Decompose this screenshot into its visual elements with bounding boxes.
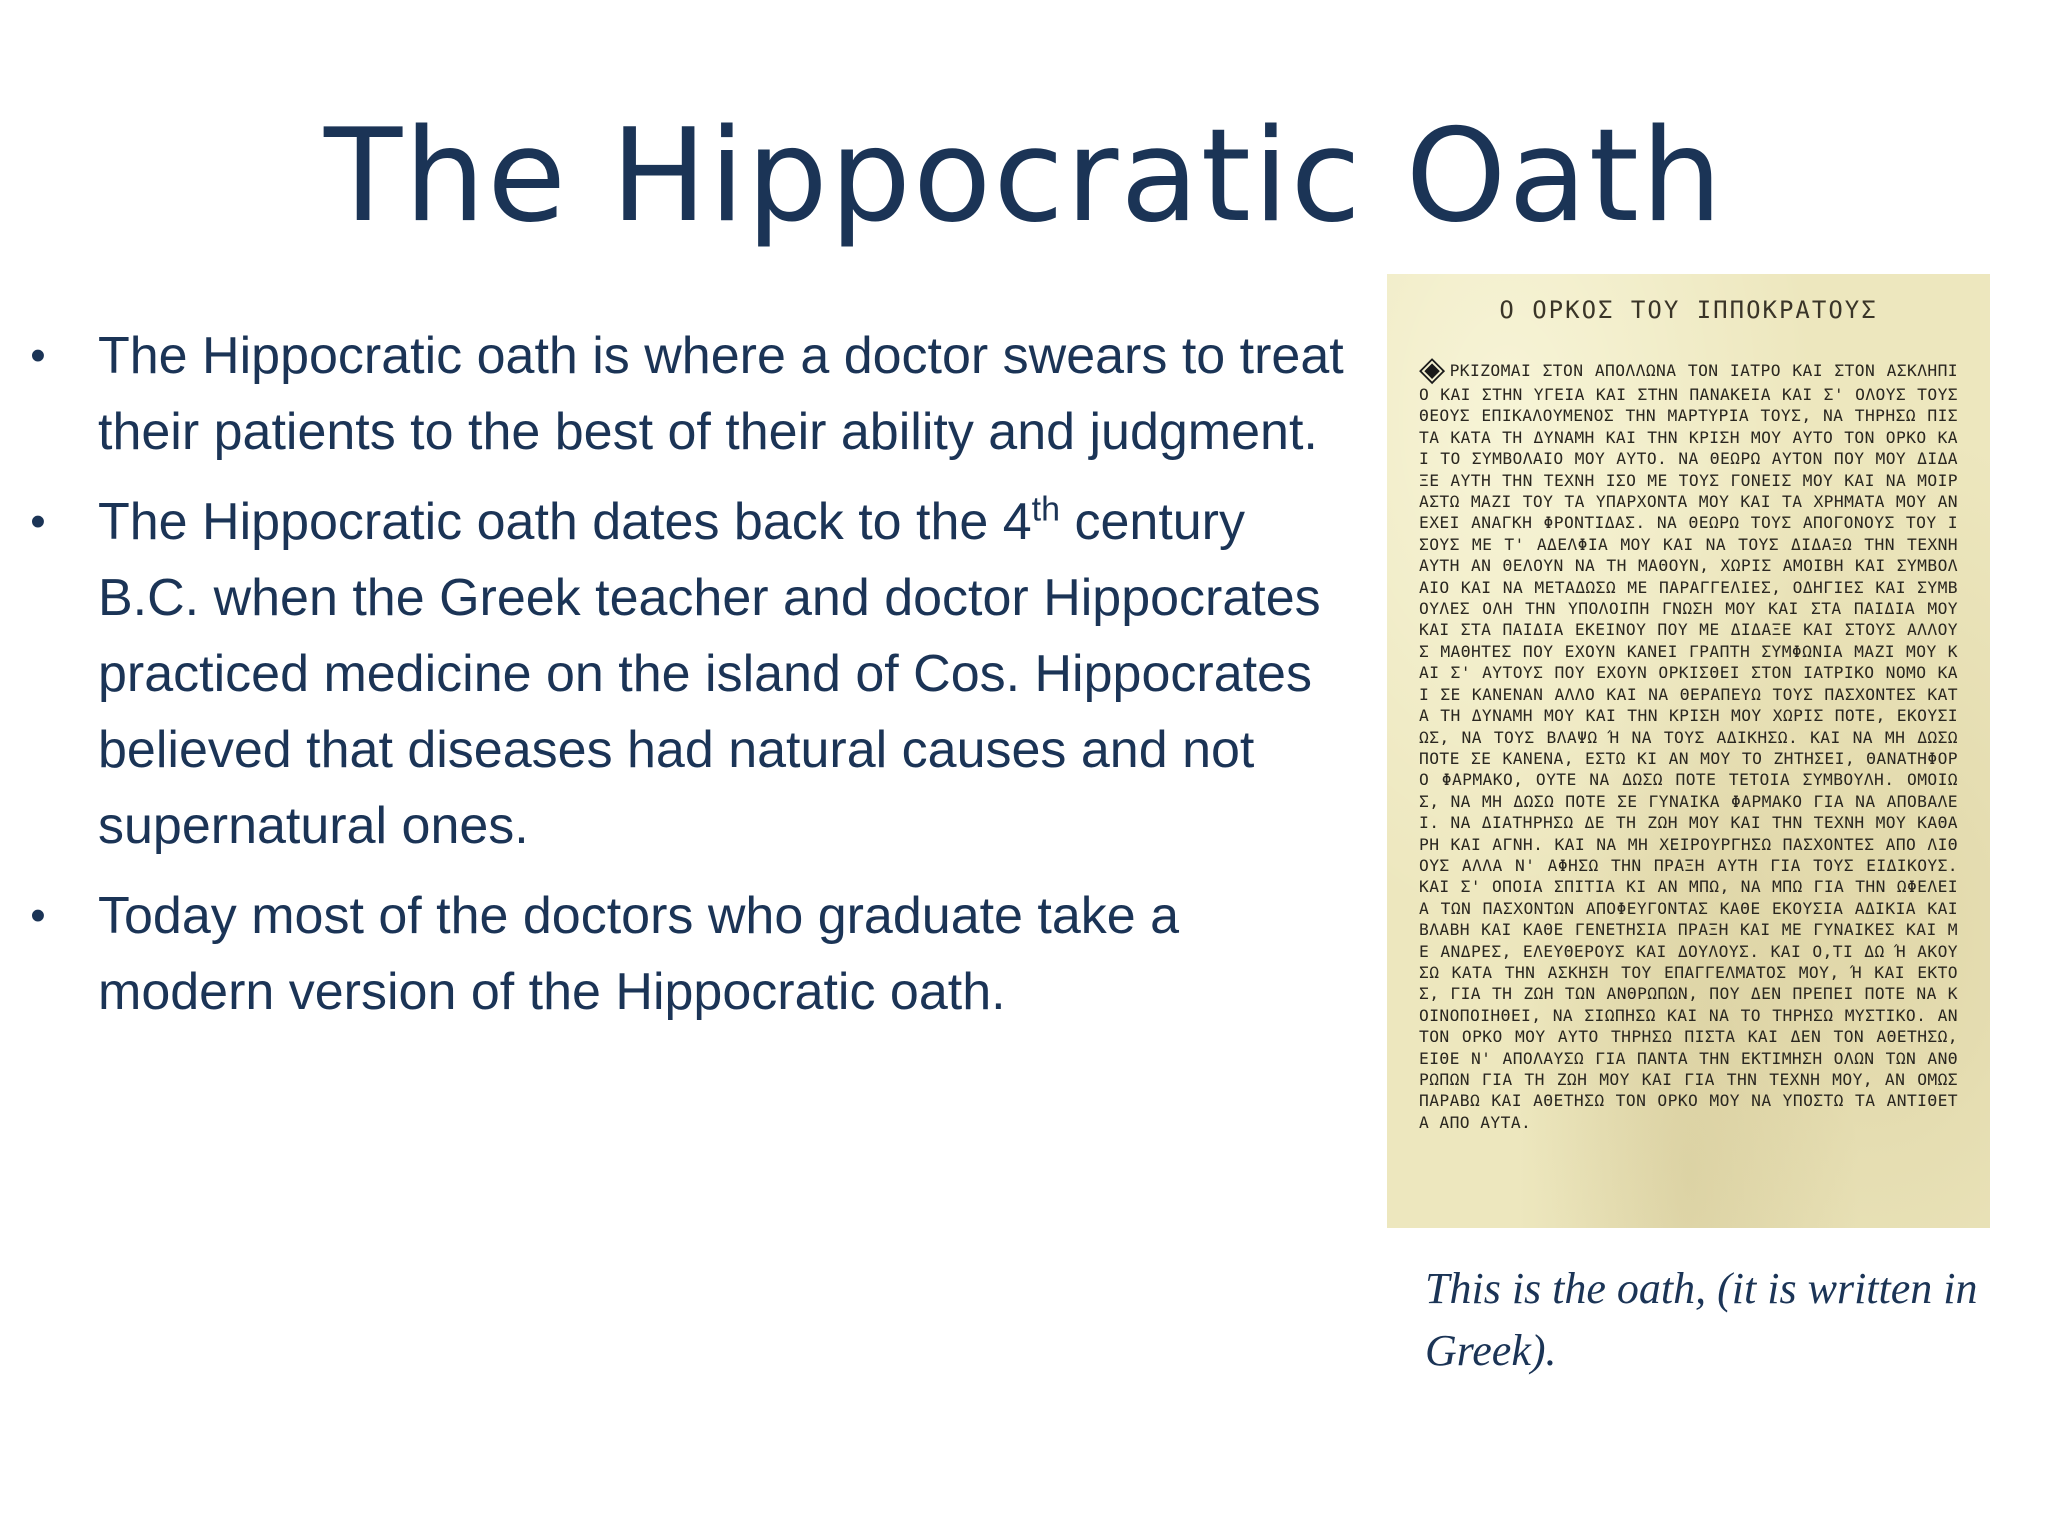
bullet-dot-icon: • bbox=[30, 497, 46, 546]
bullet-text-part: The Hippocratic oath dates back to the 4 bbox=[98, 493, 1032, 551]
bullet-text: Today most of the doctors who graduate take a modern version of the Hippocratic oath. bbox=[98, 887, 1180, 1021]
bullet-dot-icon: • bbox=[30, 331, 46, 380]
bullet-list bbox=[18, 318, 1348, 1044]
bullet-text bbox=[98, 490, 1321, 855]
ordinal-superscript: th bbox=[1031, 490, 1061, 529]
greek-oath-image bbox=[1387, 274, 1990, 1228]
image-caption: This is the oath, (it is written in Greek). bbox=[1425, 1264, 1978, 1375]
slide-title: The Hippocratic Oath bbox=[323, 102, 1725, 251]
oath-image-heading: Ο ΟΡΚΟΣ ΤΟΥ ΙΠΠΟΚΡΑΤΟΥΣ bbox=[1499, 296, 1878, 324]
ornament-icon: ◈ bbox=[1419, 349, 1446, 389]
bullet-item bbox=[18, 878, 1348, 1030]
bullet-dot-icon: • bbox=[30, 891, 46, 940]
bullet-item bbox=[18, 484, 1348, 864]
bullet-item bbox=[18, 318, 1348, 470]
greek-oath-body: ΡΚΙΖΟΜΑΙ ΣΤΟΝ ΑΠΟΛΛΩΝΑ ΤΟΝ ΙΑΤΡΟ ΚΑΙ ΣΤΟΝ ΑΣΚΛΗΠΙΟ ΚΑΙ ΣΤΗΝ ΥΓΕΙΑ ΚΑΙ ΣΤΗΝ ΠΑΝΑΚΕΙΑ ΚΑΙ Σ' ΟΛΟΥΣ ΤΟΥΣ ΘΕΟΥΣ ΕΠΙΚΑΛΟΥΜΕΝΟΣ ΤΗΝ ΜΑΡΤΥΡΙΑ ΤΟΥΣ, ΝΑ ΤΗΡΗΣΩ ΠΙΣΤΑ ΚΑΤΑ ΤΗ ΔΥΝΑΜΗ ΚΑΙ ΤΗΝ ΚΡΙΣΗ ΜΟΥ ΑΥΤΟ ΤΟΝ ΟΡΚΟ ΚΑΙ ΤΟ ΣΥΜΒΟΛΑΙΟ ΜΟΥ ΑΥΤΟ. ΝΑ ΘΕΩΡΩ ΑΥΤΟΝ ΠΟΥ ΜΟΥ ΔΙΔΑΞΕ ΑΥΤΗ ΤΗΝ ΤΕΧΝΗ ΙΣΟ ΜΕ ΤΟΥΣ ΓΟΝΕΙΣ ΜΟΥ ΚΑΙ ΝΑ ΜΟΙΡΑΣΤΩ ΜΑΖΙ ΤΟΥ ΤΑ ΥΠΑΡΧΟΝΤΑ ΜΟΥ ΚΑΙ ΤΑ ΧΡΗΜΑΤΑ ΜΟΥ ΑΝ ΕΧΕΙ ΑΝΑΓΚΗ ΦΡΟΝΤΙΔΑΣ. ΝΑ ΘΕΩΡΩ ΤΟΥΣ ΑΠΟΓΟΝΟΥΣ ΤΟΥ ΙΣΟΥΣ ΜΕ Τ' ΑΔΕΛΦΙΑ ΜΟΥ ΚΑΙ ΝΑ ΤΟΥΣ ΔΙΔΑΞΩ ΤΗΝ ΤΕΧΝΗ ΑΥΤΗ ΑΝ ΘΕΛΟΥΝ ΝΑ ΤΗ ΜΑΘΟΥΝ, ΧΩΡΙΣ ΑΜΟΙΒΗ ΚΑΙ ΣΥΜΒΟΛΑΙΟ ΚΑΙ ΝΑ ΜΕΤΑΔΩΣΩ ΜΕ ΠΑΡΑΓΓΕΛΙΕΣ, ΟΔΗΓΙΕΣ ΚΑΙ ΣΥΜΒΟΥΛΕΣ ΟΛΗ ΤΗΝ ΥΠΟΛΟΙΠΗ ΓΝΩΣΗ ΜΟΥ ΚΑΙ ΣΤΑ ΠΑΙΔΙΑ ΜΟΥ ΚΑΙ ΣΤΑ ΠΑΙΔΙΑ ΕΚΕΙΝΟΥ ΠΟΥ ΜΕ ΔΙΔΑΞΕ ΚΑΙ ΣΤΟΥΣ ΑΛΛΟΥΣ ΜΑΘΗΤΕΣ ΠΟΥ ΕΧΟΥΝ ΚΑΝΕΙ ΓΡΑΠΤΗ ΣΥΜΦΩΝΙΑ ΜΑΖΙ ΜΟΥ ΚΑΙ Σ' ΑΥΤΟΥΣ ΠΟΥ ΕΧΟΥΝ ΟΡΚΙΣΘΕΙ ΣΤΟΝ ΙΑΤΡΙΚΟ ΝΟΜΟ ΚΑΙ ΣΕ ΚΑΝΕΝΑΝ ΑΛΛΟ ΚΑΙ ΝΑ ΘΕΡΑΠΕΥΩ ΤΟΥΣ ΠΑΣΧΟΝΤΕΣ ΚΑΤΑ ΤΗ ΔΥΝΑΜΗ ΜΟΥ ΚΑΙ ΤΗΝ ΚΡΙΣΗ ΜΟΥ ΧΩΡΙΣ ΠΟΤΕ, ΕΚΟΥΣΙΩΣ, ΝΑ ΤΟΥΣ ΒΛΑΨΩ Ή ΝΑ ΤΟΥΣ ΑΔΙΚΗΣΩ. ΚΑΙ ΝΑ ΜΗ ΔΩΣΩ ΠΟΤΕ ΣΕ ΚΑΝΕΝΑ, ΕΣΤΩ ΚΙ ΑΝ ΜΟΥ ΤΟ ΖΗΤΗΣΕΙ, ΘΑΝΑΤΗΦΟΡΟ ΦΑΡΜΑΚΟ, ΟΥΤΕ ΝΑ ΔΩΣΩ ΠΟΤΕ ΤΕΤΟΙΑ ΣΥΜΒΟΥΛΗ. ΟΜΟΙΩΣ, ΝΑ ΜΗ ΔΩΣΩ ΠΟΤΕ ΣΕ ΓΥΝΑΙΚΑ ΦΑΡΜΑΚΟ ΓΙΑ ΝΑ ΑΠΟΒΑΛΕΙ. ΝΑ ΔΙΑΤΗΡΗΣΩ ΔΕ ΤΗ ΖΩΗ ΜΟΥ ΚΑΙ ΤΗΝ ΤΕΧΝΗ ΜΟΥ ΚΑΘΑΡΗ ΚΑΙ ΑΓΝΗ. ΚΑΙ ΝΑ ΜΗ ΧΕΙΡΟΥΡΓΗΣΩ ΠΑΣΧΟΝΤΕΣ ΑΠΟ ΛΙΘΟΥΣ ΑΛΛΑ Ν' ΑΦΗΣΩ ΤΗΝ ΠΡΑΞΗ ΑΥΤΗ ΓΙΑ ΤΟΥΣ ΕΙΔΙΚΟΥΣ. ΚΑΙ Σ' ΟΠΟΙΑ ΣΠΙΤΙΑ ΚΙ ΑΝ ΜΠΩ, ΝΑ ΜΠΩ ΓΙΑ ΤΗΝ ΩΦΕΛΕΙΑ ΤΩΝ ΠΑΣΧΟΝΤΩΝ ΑΠΟΦΕΥΓΟΝΤΑΣ ΚΑΘΕ ΕΚΟΥΣΙΑ ΑΔΙΚΙΑ ΚΑΙ ΒΛΑΒΗ ΚΑΙ ΚΑΘΕ ΓΕΝΕΤΗΣΙΑ ΠΡΑΞΗ ΚΑΙ ΜΕ ΓΥΝΑΙΚΕΣ ΚΑΙ ΜΕ ΑΝΔΡΕΣ, ΕΛΕΥΘΕΡΟΥΣ ΚΑΙ ΔΟΥΛΟΥΣ. ΚΑΙ Ο,ΤΙ ΔΩ Ή ΑΚΟΥΣΩ ΚΑΤΑ ΤΗΝ ΑΣΚΗΣΗ ΤΟΥ ΕΠΑΓΓΕΛΜΑΤΟΣ ΜΟΥ, Ή ΚΑΙ ΕΚΤΟΣ, ΓΙΑ ΤΗ ΖΩΗ ΤΩΝ ΑΝΘΡΩΠΩΝ, ΠΟΥ ΔΕΝ ΠΡΕΠΕΙ ΠΟΤΕ ΝΑ ΚΟΙΝΟΠΟΙΗΘΕΙ, ΝΑ ΣΙΩΠΗΣΩ ΚΑΙ ΝΑ ΤΟ ΤΗΡΗΣΩ ΜΥΣΤΙΚΟ. ΑΝ ΤΟΝ ΟΡΚΟ ΜΟΥ ΑΥΤΟ ΤΗΡΗΣΩ ΠΙΣΤΑ ΚΑΙ ΔΕΝ ΤΟΝ ΑΘΕΤΗΣΩ, ΕΙΘΕ Ν' ΑΠΟΛΑΥΣΩ ΓΙΑ ΠΑΝΤΑ ΤΗΝ ΕΚΤΙΜΗΣΗ ΟΛΩΝ ΤΩΝ ΑΝΘΡΩΠΩΝ ΓΙΑ ΤΗ ΖΩΗ ΜΟΥ ΚΑΙ ΓΙΑ ΤΗΝ ΤΕΧΝΗ ΜΟΥ, ΑΝ ΟΜΩΣ ΠΑΡΑΒΩ ΚΑΙ ΑΘΕΤΗΣΩ ΤΟΝ ΟΡΚΟ ΜΟΥ ΝΑ ΥΠΟΣΤΩ ΤΑ ΑΝΤΙΘΕΤΑ ΑΠΟ ΑΥΤΑ. bbox=[1419, 361, 1958, 1132]
bullet-text: The Hippocratic oath is where a doctor swears to treat their patients to the best of their ability and judgment. bbox=[98, 327, 1344, 461]
greek-oath-text bbox=[1419, 349, 1958, 1133]
bullet-text-part: century B.C. when the Greek teacher and doctor Hippocrates practiced medicine on the island of Cos. Hippocrates believed that diseases had natural causes and not supernatural ones. bbox=[98, 493, 1321, 855]
